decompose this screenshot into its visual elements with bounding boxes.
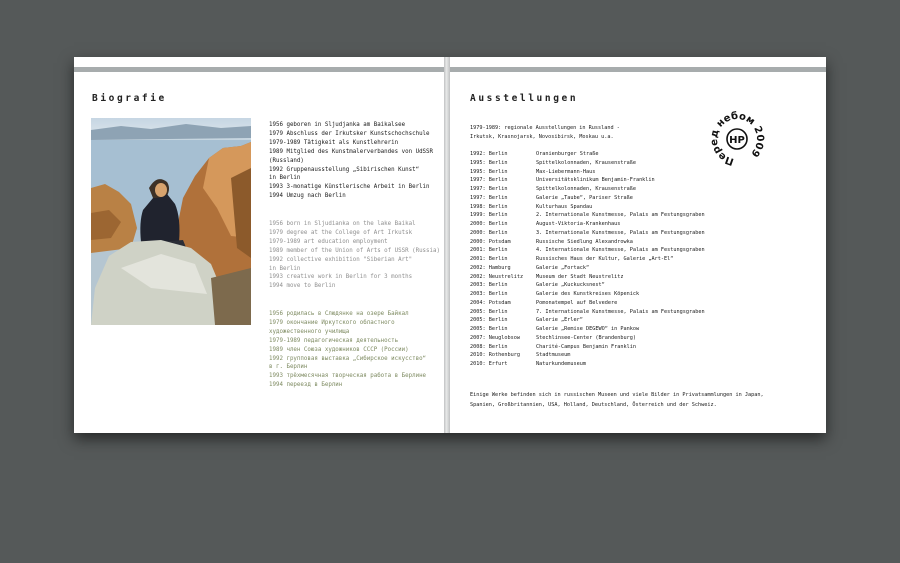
bio-de-line: 1956 geboren in Sljudjanka am Baikalsee <box>269 122 406 128</box>
bio-en-line: 1992 collective exhibition "Siberian Art" <box>269 256 413 263</box>
exhibition-row: 1992: Berlin Oranienburger Straße <box>470 151 599 157</box>
bio-de-line: 1979-1989 Tätigkeit als Kunstlehrerin <box>269 139 399 146</box>
exhibition-row: 2010: Rothenburg Stadtmuseum <box>470 352 571 359</box>
exhibitions-intro <box>470 124 620 141</box>
bio-ru-line: 1979 окончание Иркутского областного <box>269 319 395 326</box>
bio-ru-line: в г. Берлин <box>269 364 308 371</box>
right-page <box>448 57 826 433</box>
exhibition-row: 1998: Berlin Kulturhaus Spandau <box>470 203 593 210</box>
exhibition-row: 2008: Berlin Charité-Campus Benjamin Franklin <box>470 343 636 350</box>
exhibitions-list <box>470 150 705 369</box>
exhibition-row: 2001: Berlin Russisches Haus der Kultur, Galerie „Art-El“ <box>470 256 674 262</box>
book-spread <box>74 57 826 433</box>
bio-de-line: 1994 Umzug nach Berlin <box>269 193 346 200</box>
biography-german <box>269 121 433 201</box>
biography-title: Biografie <box>92 93 167 104</box>
exhibition-row: 1999: Berlin 2. Internationale Kunstmesse, Palais am Festungsgraben <box>470 212 705 219</box>
exhibition-row: 2003: Berlin Galerie „Kuckucksnest“ <box>470 282 605 289</box>
intro-line: 1979-1989: regionale Ausstellungen in Russland - <box>470 125 620 131</box>
book-spine <box>444 57 450 433</box>
left-page <box>74 57 446 433</box>
bio-de-line: 1992 Gruppenausstellung „Sibirischen Kunst“ <box>269 166 420 173</box>
bio-en-line: 1989 member of the Union of Arts of USSR (Russia) <box>269 247 441 254</box>
header-band <box>74 67 446 72</box>
bio-en-line: 1994 move to Berlin <box>269 283 336 290</box>
bio-en-line: 1956 born in Sljudianka on the lake Baikal <box>269 221 416 227</box>
exhibition-row: 1997: Berlin Spittelkolonnaden, Krausenstraße <box>470 186 636 192</box>
bio-en-line: 1979 degree at the College of Art Irkutsk <box>269 229 413 236</box>
exhibition-row: 2003: Berlin Galerie des Kunstkreises Köpenick <box>470 291 640 297</box>
bio-en-line: 1993 creative work in Berlin for 3 months <box>269 274 413 281</box>
exhibition-row: 1995: Berlin Spittelkolonnaden, Krausenstraße <box>470 159 636 166</box>
stamp-monogram: НР <box>729 135 745 146</box>
bio-en-line: 1979-1989 art education employment <box>269 238 388 245</box>
exhibitions-title: Ausstellungen <box>470 93 579 104</box>
exhibition-row: 2010: Erfurt Naturkundemuseum <box>470 361 586 367</box>
biography-english <box>269 220 440 291</box>
exhibition-row: 2005: Berlin 7. Internationale Kunstmesse, Palais am Festungsgraben <box>470 308 705 315</box>
bio-ru-line: 1992 групповая выставка „Сибирское искусство“ <box>269 355 427 362</box>
bio-de-line: (Russland) <box>269 157 304 164</box>
bio-ru-line: 1989 член Союза художников СССР (России) <box>269 346 409 353</box>
bio-de-line: 1979 Abschluss der Irkutsker Kunstschochschule <box>269 130 430 137</box>
bio-ru-line: 1956 родилась в Слюдянке на озере Байкал <box>269 311 409 317</box>
closing-line: Spanien, Großbritannien, USA, Holland, Deutschland, Österreich und der Schweiz. <box>470 401 717 408</box>
exhibition-row: 2005: Berlin Galerie „Remise DEGEWO“ in Pankow <box>470 326 640 332</box>
artist-photo <box>91 118 251 325</box>
exhibition-row: 2007: Neuglobsow Stechlinsee-Center (Brandenburg) <box>470 334 636 341</box>
bio-en-line: in Berlin <box>269 265 301 272</box>
artist-stamp-logo <box>705 107 769 167</box>
exhibition-row: 1997: Berlin Universitätsklinikum Benjamin-Franklin <box>470 177 655 184</box>
biography-russian <box>269 310 426 390</box>
exhibition-row: 2002: Neustrelitz Museum der Stadt Neustrelitz <box>470 273 624 280</box>
exhibition-row: 2000: Berlin August-Viktoria-Krankenhaus <box>470 221 621 227</box>
bio-ru-line: 1994 переезд в Берлин <box>269 382 343 389</box>
bio-de-line: 1993 3-monatige Künstlerische Arbeit in Berlin <box>269 184 430 191</box>
exhibition-row: 2001: Berlin 4. Internationale Kunstmesse, Palais am Festungsgraben <box>470 247 705 254</box>
intro-line: Irkutsk, Krasnojarsk, Novosibirsk, Moskau u.a. <box>470 133 614 140</box>
stamp-ring-text: Перед небом 2009 <box>708 110 766 167</box>
bio-ru-line: художественного училища <box>269 328 350 335</box>
bio-ru-line: 1993 трёхмесячная творческая работа в Берлине <box>269 373 427 380</box>
collections-note <box>470 391 764 410</box>
bio-de-line: in Berlin <box>269 175 301 182</box>
exhibition-row: 1995: Berlin Max-Liebermann-Haus <box>470 168 596 175</box>
exhibition-row: 2004: Potsdam Pomonatempel auf Belvedere <box>470 299 618 306</box>
bio-ru-line: 1979-1989 педагогическая деятельность <box>269 337 399 344</box>
exhibition-row: 1997: Berlin Galerie „Taube“, Pariser Straße <box>470 194 633 201</box>
exhibition-row: 2005: Berlin Galerie „Erler“ <box>470 317 583 324</box>
exhibition-row: 2000: Potsdam Russische Siedlung Alexandrowka <box>470 238 633 245</box>
bio-de-line: 1989 Mitglied des Kunstmalerverbandes von UdSSR <box>269 148 434 155</box>
header-band <box>448 67 826 72</box>
exhibition-row: 2002: Hamburg Galerie „Fortack“ <box>470 264 590 271</box>
closing-line: Einige Werke befinden sich in russischen Museen und viele Bilder in Privatsammlungen in Japan, <box>470 392 764 398</box>
exhibition-row: 2000: Berlin 3. Internationale Kunstmesse, Palais am Festungsgraben <box>470 229 705 236</box>
